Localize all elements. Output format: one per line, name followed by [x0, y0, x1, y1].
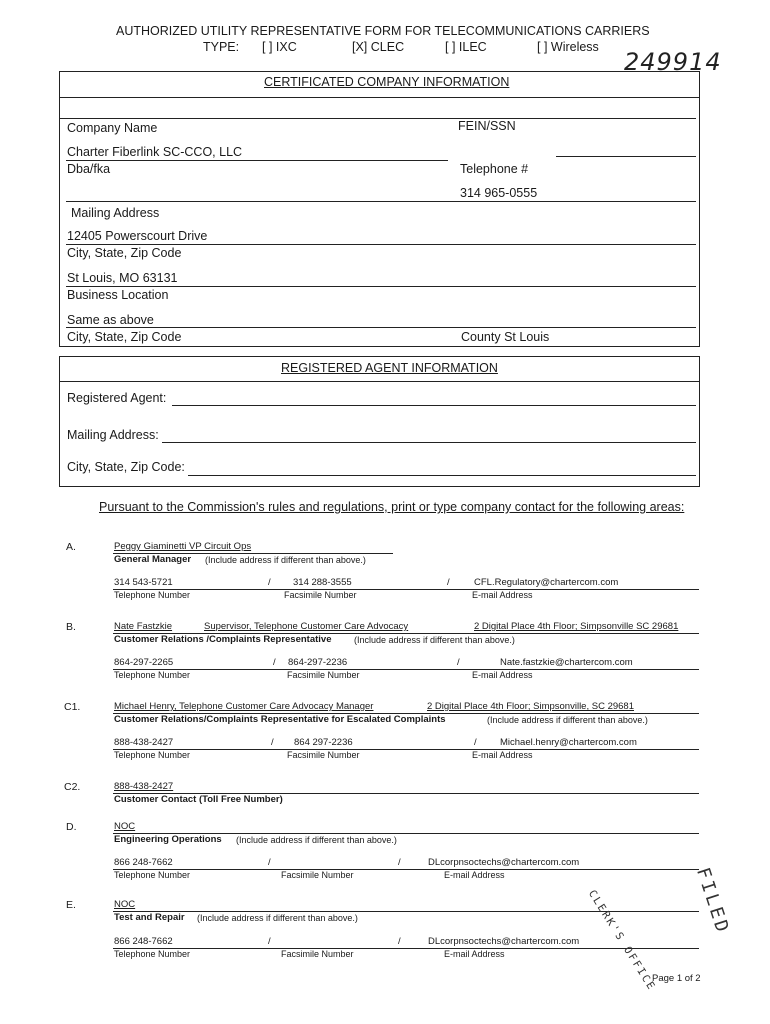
type-ilec-checkbox[interactable]: [ ] ILEC — [445, 40, 487, 54]
section-b-role-note: (Include address if different than above.) — [354, 635, 515, 645]
section-a-fax[interactable]: 314 288-3555 — [293, 577, 352, 588]
section-d-phone[interactable]: 866 248-7662 — [114, 857, 173, 868]
agent-label: Registered Agent: — [67, 391, 167, 405]
section-d-role-note: (Include address if different than above.) — [236, 835, 397, 845]
section-d-email[interactable]: DLcorpnsoctechs@chartercom.com — [428, 857, 580, 868]
section-c1-fax[interactable]: 864 297-2236 — [294, 737, 353, 748]
section-b-letter: B. — [66, 621, 76, 633]
dba-line — [66, 201, 696, 202]
agent-line[interactable] — [172, 405, 696, 406]
slash: / — [398, 857, 401, 868]
section-b-fax-label: Facsimile Number — [287, 670, 360, 680]
section-e-phone[interactable]: 866 248-7662 — [114, 936, 173, 947]
section-a-letter: A. — [66, 541, 76, 553]
agent-csz-label: City, State, Zip Code: — [67, 460, 185, 474]
certified-heading: CERTIFICATED COMPANY INFORMATION — [264, 75, 510, 89]
business-label: Business Location — [67, 288, 169, 302]
slash: / — [268, 936, 271, 947]
type-ixc-checkbox[interactable]: [ ] IXC — [262, 40, 297, 54]
section-a-fax-label: Facsimile Number — [284, 590, 357, 600]
agent-mailing-label: Mailing Address: — [67, 428, 159, 442]
section-c1-name[interactable]: Michael Henry, Telephone Customer Care Advocacy Manager — [114, 701, 374, 712]
slash: / — [398, 936, 401, 947]
agent-heading: REGISTERED AGENT INFORMATION — [281, 361, 498, 375]
pursuant-text: Pursuant to the Commission's rules and regulations, print or type company contact for the following areas: — [99, 500, 685, 514]
section-a-contact-line — [113, 589, 699, 590]
section-a-role-note: (Include address if different than above.) — [205, 555, 366, 565]
csz-line — [66, 286, 696, 287]
section-c1-address[interactable]: 2 Digital Place 4th Floor; Simpsonville, SC 29681 — [427, 701, 634, 712]
section-e-fax-label: Facsimile Number — [281, 949, 354, 959]
type-label: TYPE: — [203, 40, 240, 54]
section-c1-role-note: (Include address if different than above.) — [487, 715, 648, 725]
mailing-line — [66, 244, 696, 245]
section-a-email[interactable]: CFL.Regulatory@chartercom.com — [474, 577, 619, 588]
section-c1-email-label: E-mail Address — [472, 750, 533, 760]
clerks-office-stamp: CLERK'S OFFICE — [585, 888, 658, 994]
section-b-name[interactable]: Nate Fastzkie — [114, 621, 173, 632]
slash: / — [273, 657, 276, 668]
divider — [59, 381, 699, 382]
section-e-letter: E. — [66, 899, 76, 911]
slash: / — [268, 857, 271, 868]
section-a-name[interactable]: Peggy Giaminetti VP Circuit Ops — [114, 541, 252, 552]
agent-csz-line[interactable] — [188, 475, 696, 476]
slash: / — [474, 737, 477, 748]
section-b-phone-label: Telephone Number — [114, 670, 191, 680]
section-a-phone-label: Telephone Number — [114, 590, 191, 600]
form-title: AUTHORIZED UTILITY REPRESENTATIVE FORM FOR TELECOMMUNICATIONS CARRIERS — [116, 24, 650, 38]
section-b-role: Customer Relations /Complaints Representative — [114, 634, 332, 645]
business-line — [66, 327, 696, 328]
section-c1-role: Customer Relations/Complaints Representative for Escalated Complaints — [114, 714, 446, 725]
company-name-label: Company Name — [67, 121, 158, 135]
section-c2-letter: C2. — [64, 781, 81, 793]
section-b-contact-line — [113, 669, 699, 670]
slash: / — [447, 577, 450, 588]
section-c1-contact-line — [113, 749, 699, 750]
section-c2-phone[interactable]: 888-438-2427 — [114, 781, 174, 792]
section-d-fax-label: Facsimile Number — [281, 870, 354, 880]
divider — [60, 118, 696, 119]
csz-label-2: City, State, Zip Code — [67, 330, 182, 344]
handwritten-number: 249914 — [624, 48, 722, 76]
slash: / — [268, 577, 271, 588]
section-b-fax[interactable]: 864-297-2236 — [288, 657, 348, 668]
section-a-phone[interactable]: 314 543-5721 — [114, 577, 173, 588]
agent-mailing-line[interactable] — [162, 442, 696, 443]
section-c2-role: Customer Contact (Toll Free Number) — [114, 794, 283, 805]
section-e-phone-label: Telephone Number — [114, 949, 191, 959]
section-b-email[interactable]: Nate.fastzkie@chartercom.com — [500, 657, 633, 668]
section-c1-phone[interactable]: 888-438-2427 — [114, 737, 174, 748]
fein-label: FEIN/SSN — [458, 119, 516, 133]
section-e-email-label: E-mail Address — [444, 949, 505, 959]
company-name-value[interactable]: Charter Fiberlink SC-CCO, LLC — [67, 145, 243, 159]
section-d-role: Engineering Operations — [114, 834, 222, 845]
csz-value[interactable]: St Louis, MO 63131 — [67, 271, 178, 285]
section-d-phone-label: Telephone Number — [114, 870, 191, 880]
divider — [59, 97, 699, 98]
section-a-email-label: E-mail Address — [472, 590, 533, 600]
county-value[interactable]: County St Louis — [461, 330, 550, 344]
mailing-label: Mailing Address — [71, 206, 160, 220]
slash: / — [457, 657, 460, 668]
section-c1-letter: C1. — [64, 701, 81, 713]
section-c1-phone-label: Telephone Number — [114, 750, 191, 760]
section-e-contact-line — [113, 948, 699, 949]
section-c1-email[interactable]: Michael.henry@chartercom.com — [500, 737, 637, 748]
section-e-role-note: (Include address if different than above.) — [197, 913, 358, 923]
type-clec-checkbox[interactable]: [X] CLEC — [352, 40, 405, 54]
business-value[interactable]: Same as above — [67, 313, 154, 327]
type-wireless-checkbox[interactable]: [ ] Wireless — [537, 40, 599, 54]
slash: / — [271, 737, 274, 748]
section-b-address[interactable]: 2 Digital Place 4th Floor; Simpsonville SC 29681 — [474, 621, 679, 632]
filed-stamp: FILED — [692, 865, 734, 938]
company-name-line — [66, 160, 448, 161]
telephone-label: Telephone # — [460, 162, 529, 176]
section-a-role: General Manager — [114, 554, 192, 565]
section-b-title[interactable]: Supervisor, Telephone Customer Care Advocacy — [204, 621, 409, 632]
section-d-email-label: E-mail Address — [444, 870, 505, 880]
telephone-value[interactable]: 314 965-0555 — [460, 186, 538, 200]
section-d-name[interactable]: NOC — [114, 821, 136, 832]
csz-label: City, State, Zip Code — [67, 246, 182, 260]
dba-label: Dba/fka — [67, 162, 111, 176]
fein-line — [556, 156, 696, 157]
section-b-email-label: E-mail Address — [472, 670, 533, 680]
section-e-name[interactable]: NOC — [114, 899, 136, 910]
section-b-phone[interactable]: 864-297-2265 — [114, 657, 174, 668]
section-d-letter: D. — [66, 821, 77, 833]
section-d-contact-line — [113, 869, 699, 870]
page-number: Page 1 of 2 — [652, 973, 701, 984]
section-e-role: Test and Repair — [114, 912, 185, 923]
section-e-email[interactable]: DLcorpnsoctechs@chartercom.com — [428, 936, 580, 947]
section-c1-fax-label: Facsimile Number — [287, 750, 360, 760]
mailing-value[interactable]: 12405 Powerscourt Drive — [67, 229, 208, 243]
